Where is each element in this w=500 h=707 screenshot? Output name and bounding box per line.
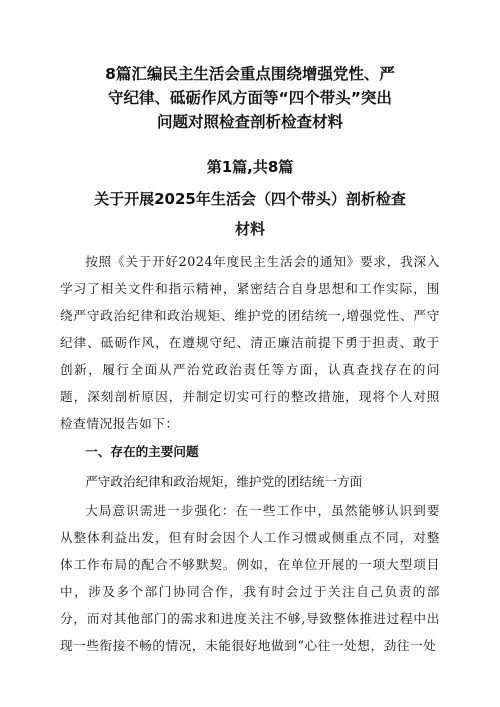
main-title-line: 守纪律、砥砺作风方面等“四个带头”突出 [108,89,392,107]
section-heading: 一、存在的主要问题 [85,444,199,459]
section-subheading: 严守政治纪律和政治规矩，维护党的团结统一方面 [85,474,363,489]
sub-title-line: 材料 [234,220,265,238]
sub-title-line: 关于开展2025年生活会（四个带头）剖析检查 [94,190,406,208]
intro-paragraph: 按照《关于开好2024年度民主生活会的通知》要求，我深入学习了相关文件和指示精神，紧密结合自身思想和工作实际，围绕严守政治纪律和政治规矩、维护党的团结统一,增强党性、严守纪律、砥砺作风，在遵规守纪、清正廉洁前提下勇于担责、敢于创新，履行全面从严治党政治责任等方面，认真查找存在的问题，深刻剖析原因，并制定切实可行的整改措施，现将个人对照检查情况报告如下： [60,254,440,431]
main-title [60,62,440,134]
main-title-line: 8篇汇编民主生活会重点围绕增强党性、严 [105,65,395,83]
sub-title [60,184,440,244]
part-label: 第1篇,共8篇 [206,158,294,176]
document-body [60,248,440,659]
body-paragraph: 大局意识需进一步强化：在一些工作中，虽然能够认识到要从整体利益出发，但有时会因个人工作习惯或侧重点不同，对整体工作布局的配合不够默契。例如，在单位开展的一项大型项目中，涉及多个部门协同合作，我有时会过于关注自己负责的部分，而对其他部门的需求和进度关注不够,导致整体推进过程中出现一些衔接不畅的情况，未能很好地做到“心往一处想，劲往一处 [60,503,440,653]
main-title-line: 问题对照检查剖析检查材料 [156,113,343,131]
